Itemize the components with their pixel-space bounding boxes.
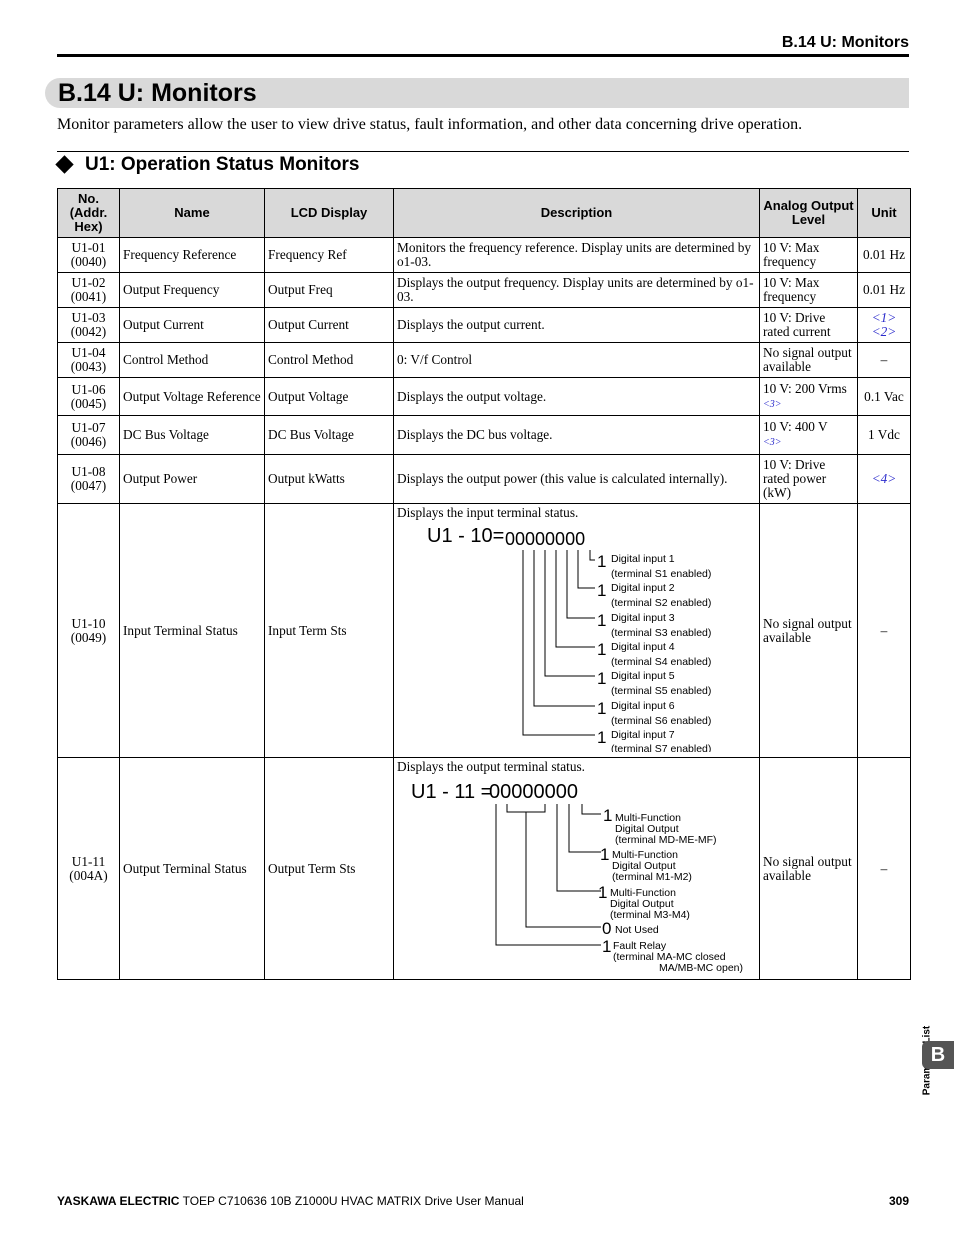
footer xyxy=(57,1194,524,1208)
param-description: Displays the output current. xyxy=(394,308,760,343)
header-unit: Unit xyxy=(858,189,911,238)
bit-value: 1 xyxy=(597,581,607,600)
param-number: U1-06 (0045) xyxy=(58,378,120,416)
param-number: U1-02 (0041) xyxy=(58,273,120,308)
connector-line xyxy=(578,550,595,588)
bit-label: Digital input 2 xyxy=(611,582,675,594)
param-lcd: DC Bus Voltage xyxy=(265,416,394,455)
param-analog: No signal output available xyxy=(760,343,858,378)
param-unit: – xyxy=(858,758,911,980)
input-bit-diagram-svg xyxy=(397,520,755,752)
table-row xyxy=(58,416,911,455)
bit-label: Digital Output xyxy=(612,860,676,872)
param-unit: <1> <2> xyxy=(858,308,911,343)
param-description xyxy=(394,758,760,980)
param-description: Displays the output voltage. xyxy=(394,378,760,416)
param-name: DC Bus Voltage xyxy=(120,416,265,455)
param-lcd: Control Method xyxy=(265,343,394,378)
table-row xyxy=(58,504,911,758)
param-description: Monitors the frequency reference. Display units are determined by o1-03. xyxy=(394,238,760,273)
table-row xyxy=(58,378,911,416)
header-description: Description xyxy=(394,189,760,238)
param-lcd: Input Term Sts xyxy=(265,504,394,758)
bit-value: 1 xyxy=(598,883,608,902)
param-number: U1-03 (0042) xyxy=(58,308,120,343)
param-unit: 0.01 Hz xyxy=(858,273,911,308)
table-row xyxy=(58,343,911,378)
connector-line xyxy=(557,804,601,891)
bit-label: Digital input 1 xyxy=(611,553,675,565)
bit-label: (terminal MA-MC closed xyxy=(613,951,726,963)
bit-label: Digital input 3 xyxy=(611,612,675,624)
bit-value: 1 xyxy=(602,937,612,956)
param-analog: 10 V: Drive rated power (kW) xyxy=(760,455,858,504)
header-name: Name xyxy=(120,189,265,238)
param-name: Output Power xyxy=(120,455,265,504)
bit-label: Fault Relay xyxy=(613,940,667,952)
param-lcd: Output Freq xyxy=(265,273,394,308)
output-connector-lines xyxy=(496,804,601,945)
param-description xyxy=(394,504,760,758)
param-unit: 1 Vdc xyxy=(858,416,911,455)
input-bit-1 xyxy=(597,581,711,609)
bit-value: 0 xyxy=(602,919,612,938)
bit-label: (terminal S6 enabled) xyxy=(611,715,712,727)
diamond-bullet-icon xyxy=(55,155,73,173)
connector-line xyxy=(534,550,595,706)
table-header-row xyxy=(58,189,911,238)
header-analog-output-level: Analog Output Level xyxy=(760,189,858,238)
param-analog: 10 V: 400 V <3> xyxy=(760,416,858,455)
param-name: Frequency Reference xyxy=(120,238,265,273)
bit-label: Multi-Function xyxy=(612,849,678,861)
bit-label: Digital input 4 xyxy=(611,641,675,653)
input-bit-5 xyxy=(597,699,711,727)
subsection-rule xyxy=(57,151,909,152)
table-row xyxy=(58,455,911,504)
footer-title: TOEP C710636 10B Z1000U HVAC MATRIX Drive User Manual xyxy=(179,1194,524,1208)
input-bit-4 xyxy=(597,669,711,697)
connector-line xyxy=(545,550,595,676)
bit-label: (terminal S3 enabled) xyxy=(611,627,712,639)
param-analog: 10 V: 200 Vrms <3> xyxy=(760,378,858,416)
param-description: 0: V/f Control xyxy=(394,343,760,378)
param-analog: No signal output available xyxy=(760,758,858,980)
param-number: U1-10 (0049) xyxy=(58,504,120,758)
param-name: Input Terminal Status xyxy=(120,504,265,758)
connector-line xyxy=(582,804,601,814)
header-rule xyxy=(57,54,909,57)
subsection-title: U1: Operation Status Monitors xyxy=(85,154,360,175)
input-bit-3 xyxy=(597,640,711,668)
param-description: Displays the output frequency. Display units are determined by o1-03. xyxy=(394,273,760,308)
output-diagram-value: 00000000 xyxy=(489,781,578,803)
param-unit: <4> xyxy=(858,455,911,504)
table-row xyxy=(58,238,911,273)
bit-label: Digital input 6 xyxy=(611,700,675,712)
param-unit: 0.1 Vac xyxy=(858,378,911,416)
output-bit-diagram-svg xyxy=(397,774,755,974)
param-lcd: Output kWatts xyxy=(265,455,394,504)
connector-line xyxy=(526,812,601,927)
input-bit-0 xyxy=(597,552,711,580)
intro-paragraph: Monitor parameters allow the user to view drive status, fault information, and other data concerning drive operation. xyxy=(57,116,803,133)
output-bit-0 xyxy=(603,806,717,846)
table-row xyxy=(58,758,911,980)
output-diagram-param: U1 - 11 = xyxy=(411,781,493,803)
param-analog: 10 V: Max frequency xyxy=(760,273,858,308)
description-text: Displays the output terminal status. xyxy=(397,759,585,774)
monitor-parameter-table xyxy=(57,188,911,980)
bit-label: (terminal M3-M4) xyxy=(610,909,690,921)
param-lcd: Output Current xyxy=(265,308,394,343)
footer-brand: YASKAWA ELECTRIC xyxy=(57,1194,180,1208)
param-description: Displays the output power (this value is calculated internally). xyxy=(394,455,760,504)
description-text: Displays the input terminal status. xyxy=(397,505,579,520)
header-no: No. (Addr. Hex) xyxy=(58,189,120,238)
bit-value: 1 xyxy=(597,611,607,630)
param-analog: 10 V: Drive rated current xyxy=(760,308,858,343)
bit-label: MA/MB-MC open) xyxy=(659,962,744,974)
param-analog: 10 V: Max frequency xyxy=(760,238,858,273)
header-lcd-display: LCD Display xyxy=(265,189,394,238)
bit-label: Multi-Function xyxy=(615,812,681,824)
output-bit-1 xyxy=(600,845,692,883)
param-analog: No signal output available xyxy=(760,504,858,758)
input-diagram-param: U1 - 10= xyxy=(427,525,505,547)
param-name: Output Voltage Reference xyxy=(120,378,265,416)
connector-line xyxy=(569,804,601,852)
param-name: Output Terminal Status xyxy=(120,758,265,980)
page-number: 309 xyxy=(888,1194,909,1208)
param-number: U1-11 (004A) xyxy=(58,758,120,980)
bit-label: (terminal MD-ME-MF) xyxy=(615,834,717,846)
bit-label: (terminal M1-M2) xyxy=(612,871,692,883)
section-title: B.14 U: Monitors xyxy=(58,79,257,107)
output-bit-2 xyxy=(598,883,690,921)
bit-label: Not Used xyxy=(615,924,659,936)
param-lcd: Output Term Sts xyxy=(265,758,394,980)
bit-value: 1 xyxy=(600,845,610,864)
input-connector-lines xyxy=(523,550,595,735)
input-terminal-diagram xyxy=(397,520,756,755)
bit-label: (terminal S7 enabled) xyxy=(611,743,712,752)
output-terminal-diagram xyxy=(397,774,756,977)
bit-value: 1 xyxy=(597,699,607,718)
footnote-ref: <3> xyxy=(763,398,782,410)
bit-label: (terminal S1 enabled) xyxy=(611,568,712,580)
bit-value: 1 xyxy=(597,728,607,747)
param-number: U1-07 (0046) xyxy=(58,416,120,455)
param-name: Control Method xyxy=(120,343,265,378)
connector-line xyxy=(507,804,545,812)
bit-label: Digital input 5 xyxy=(611,670,675,682)
bit-value: 1 xyxy=(597,669,607,688)
bit-label: (terminal S5 enabled) xyxy=(611,685,712,697)
param-name: Output Frequency xyxy=(120,273,265,308)
param-lcd: Frequency Ref xyxy=(265,238,394,273)
param-lcd: Output Voltage xyxy=(265,378,394,416)
bit-label: Digital Output xyxy=(610,898,674,910)
output-bit-3 xyxy=(602,919,659,938)
section-tab: B xyxy=(922,1041,954,1069)
param-number: U1-08 (0047) xyxy=(58,455,120,504)
param-name: Output Current xyxy=(120,308,265,343)
connector-line xyxy=(590,550,595,560)
bit-label: Multi-Function xyxy=(610,887,676,899)
param-unit: – xyxy=(858,343,911,378)
footnote-ref: <3> xyxy=(763,437,782,448)
output-bit-4 xyxy=(602,937,743,974)
bit-label: (terminal S4 enabled) xyxy=(611,656,712,668)
input-diagram-value: 00000000 xyxy=(505,529,586,549)
bit-label: Digital input 7 xyxy=(611,729,675,741)
bit-value: 1 xyxy=(597,640,607,659)
bit-value: 1 xyxy=(597,552,607,571)
param-unit: 0.01 Hz xyxy=(858,238,911,273)
bit-label: (terminal S2 enabled) xyxy=(611,597,712,609)
table-row xyxy=(58,308,911,343)
table-row xyxy=(58,273,911,308)
connector-line xyxy=(496,804,601,945)
input-bit-6 xyxy=(597,728,711,752)
bit-value: 1 xyxy=(603,806,613,825)
input-bit-2 xyxy=(597,611,711,639)
param-unit: – xyxy=(858,504,911,758)
bit-label: Digital Output xyxy=(615,823,679,835)
param-description: Displays the DC bus voltage. xyxy=(394,416,760,455)
running-head: B.14 U: Monitors xyxy=(781,34,909,51)
param-number: U1-01 (0040) xyxy=(58,238,120,273)
param-number: U1-04 (0043) xyxy=(58,343,120,378)
connector-line xyxy=(556,550,595,647)
